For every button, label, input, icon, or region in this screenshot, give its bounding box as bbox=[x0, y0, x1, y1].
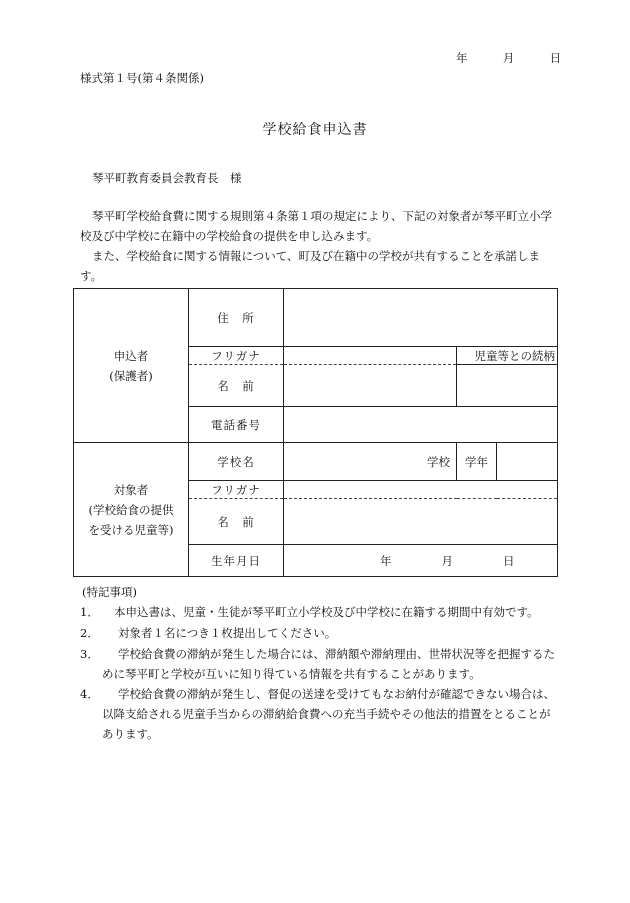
subject-furigana-label: フリガナ bbox=[189, 481, 284, 499]
relationship-label: 児童等との続柄 bbox=[457, 347, 558, 365]
birth-year-label: 年 bbox=[380, 553, 392, 568]
note-number: 1． bbox=[80, 605, 99, 619]
application-table bbox=[73, 288, 558, 577]
applicant-furigana-field[interactable] bbox=[284, 347, 457, 365]
address-label: 住 所 bbox=[189, 289, 284, 347]
consent-statement: また、学校給食に関する情報について、町及び在籍中の学校が共有することを承諾します。 bbox=[80, 249, 541, 283]
addressee: 琴平町教育委員会教育長 様 bbox=[92, 171, 242, 185]
applicant-furigana-label: フリガナ bbox=[189, 347, 284, 365]
birth-month-label: 月 bbox=[441, 553, 453, 568]
applicant-name-label: 名 前 bbox=[189, 365, 284, 407]
subject-desc-line1: (学校給食の提供 bbox=[88, 502, 174, 517]
birthdate-label: 生年月日 bbox=[189, 545, 284, 577]
note-text: 対象者１名につき１枚提出してください。 bbox=[118, 626, 337, 640]
applicant-group-label bbox=[74, 289, 189, 443]
note-number: 2． bbox=[80, 626, 99, 640]
document-title: 学校給食申込書 bbox=[262, 122, 368, 138]
school-name-label: 学校名 bbox=[189, 443, 284, 481]
note-text: 本申込書は、児童・生徒が琴平町立小学校及び中学校に在籍する期間中有効です。 bbox=[114, 605, 539, 619]
guardian-label: (保護者) bbox=[109, 368, 153, 383]
phone-field[interactable] bbox=[284, 407, 558, 443]
day-label: 日 bbox=[549, 51, 562, 65]
subject-name-label: 名 前 bbox=[189, 499, 284, 545]
birth-day-label: 日 bbox=[503, 553, 515, 568]
note-text: 学校給食費の滞納が発生し、督促の送達を受けてもなお納付が確認できない場合は、以降支給される児童手当からの滞納給食費への充当手続やその他法的措置をとることがあります。 bbox=[102, 687, 555, 741]
date-line bbox=[456, 50, 561, 66]
subject-desc-line2: を受ける児童等) bbox=[88, 522, 174, 537]
subject-label: 対象者 bbox=[113, 482, 149, 497]
grade-field[interactable] bbox=[497, 443, 558, 481]
applicant-label: 申込者 bbox=[113, 348, 149, 363]
note-number: 4． bbox=[80, 687, 99, 701]
month-label: 月 bbox=[502, 51, 515, 65]
relationship-field[interactable] bbox=[457, 365, 558, 407]
year-label: 年 bbox=[456, 51, 468, 65]
address-field[interactable] bbox=[284, 289, 558, 347]
phone-label: 電話番号 bbox=[189, 407, 284, 443]
birthdate-field[interactable] bbox=[284, 545, 558, 577]
applicant-name-field[interactable] bbox=[284, 365, 457, 407]
school-name-field[interactable] bbox=[284, 443, 457, 481]
note-text: 学校給食費の滞納が発生した場合には、滞納額や滞納理由、世帯状況等を把握するために琴平町と学校が互いに知り得ている情報を共有することがあります。 bbox=[102, 647, 555, 681]
application-statement: 琴平町学校給食費に関する規則第４条第１項の規定により、下記の対象者が琴平町立小学校及び中学校に在籍中の学校給食の提供を申し込みます。 bbox=[80, 209, 552, 243]
note-number: 3． bbox=[80, 647, 99, 661]
grade-label: 学年 bbox=[457, 443, 497, 481]
notes-heading: (特記事項) bbox=[82, 585, 137, 599]
form-number: 様式第１号(第４条関係) bbox=[80, 71, 204, 85]
subject-name-field[interactable] bbox=[284, 499, 558, 545]
subject-group-label bbox=[74, 443, 189, 577]
subject-furigana-field[interactable] bbox=[284, 481, 558, 499]
school-suffix: 学校 bbox=[427, 454, 450, 469]
